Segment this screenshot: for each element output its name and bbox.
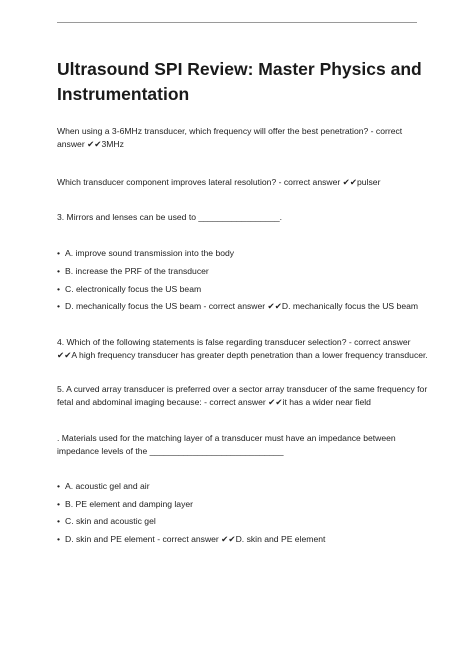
bullet-icon: • bbox=[57, 248, 61, 258]
question-6: . Materials used for the matching layer of a transducer must have an impedance between impedance levels of the ____________________________ bbox=[57, 433, 396, 456]
question-2: Which transducer component improves lateral resolution? - correct answer ✔✔pulser bbox=[57, 177, 381, 187]
bullet-icon: • bbox=[57, 284, 61, 294]
q6-option-a bbox=[57, 480, 429, 493]
question-1: When using a 3-6MHz transducer, which frequency will offer the best penetration? - correct answer ✔✔3MHz bbox=[57, 126, 403, 149]
option-text: D. skin and PE element - correct answer ✔✔D. skin and PE element bbox=[65, 534, 326, 544]
bullet-icon: • bbox=[57, 266, 61, 276]
top-divider bbox=[57, 22, 417, 23]
option-text: A. improve sound transmission into the body bbox=[65, 248, 235, 258]
option-text: D. mechanically focus the US beam - correct answer ✔✔D. mechanically focus the US beam bbox=[65, 301, 419, 311]
bullet-icon: • bbox=[57, 499, 61, 509]
question-4: 4. Which of the following statements is false regarding transducer selection? - correct answer ✔✔A high frequency transducer has greater depth penetration than a lower frequency transducer. bbox=[57, 337, 428, 360]
option-text: C. electronically focus the US beam bbox=[65, 284, 202, 294]
q3-option-a bbox=[57, 247, 429, 260]
q3-option-d bbox=[57, 300, 429, 313]
q3-option-b bbox=[57, 265, 429, 278]
bullet-icon: • bbox=[57, 301, 61, 311]
q6-option-c bbox=[57, 515, 429, 528]
option-text: C. skin and acoustic gel bbox=[65, 516, 156, 526]
document-title: Ultrasound SPI Review: Master Physics and Instrumentation bbox=[57, 59, 422, 104]
bullet-icon: • bbox=[57, 516, 61, 526]
option-text: A. acoustic gel and air bbox=[65, 481, 150, 491]
question-5: 5. A curved array transducer is preferred over a sector array transducer of the same frequency for fetal and abdominal imaging because: - correct answer ✔✔it has a wider near field bbox=[57, 384, 428, 407]
option-text: B. PE element and damping layer bbox=[65, 499, 194, 509]
bullet-icon: • bbox=[57, 481, 61, 491]
bullet-icon: • bbox=[57, 534, 61, 544]
q6-option-d bbox=[57, 533, 429, 546]
question-3: 3. Mirrors and lenses can be used to _________________. bbox=[57, 212, 283, 222]
q3-option-c bbox=[57, 283, 429, 296]
q6-option-b bbox=[57, 498, 429, 511]
option-text: B. increase the PRF of the transducer bbox=[65, 266, 209, 276]
